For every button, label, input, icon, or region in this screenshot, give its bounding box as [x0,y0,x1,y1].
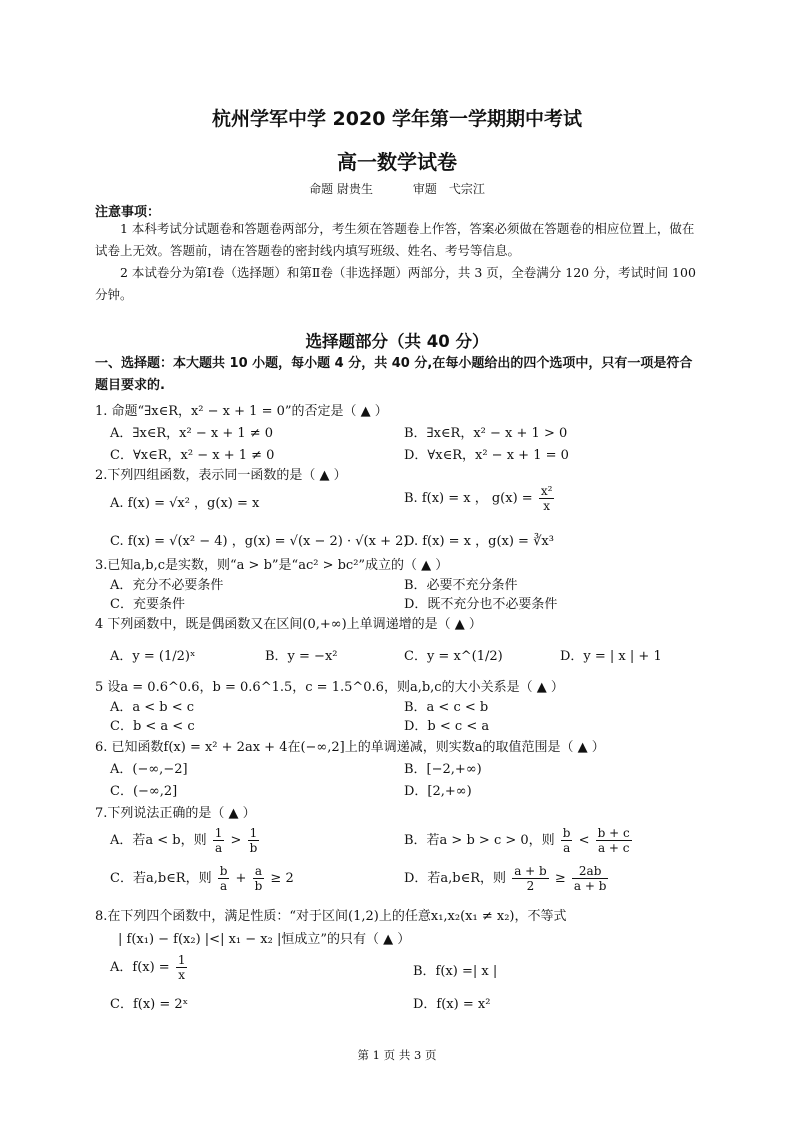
denominator: b [249,841,258,855]
q1-stem: 1. 命题“∃x∈R，x² − x + 1 = 0”的否定是（ ▲ ） [95,404,388,419]
q7-b-frac2 [596,826,632,855]
notice-heading: 注意事项： [95,205,161,220]
q2-option-a: A. f(x) = √x² ，g(x) = x [110,496,260,511]
q6-option-c: C．(−∞,2] [110,784,178,799]
q3-option-d: D．既不充分也不必要条件 [404,597,558,612]
q1-option-b: B．∃x∈R，x² − x + 1 > 0 [404,426,568,441]
q2-option-c: C. f(x) = √(x² − 4) ，g(x) = √(x − 2) · √(x + 2) [110,534,409,549]
q5-stem: 5 设a = 0.6^0.6，b = 0.6^1.5，c = 1.5^0.6，则a,b,c的大小关系是（ ▲ ） [95,680,564,695]
q7-c-prefix: C．若a,b∈R，则 [110,871,212,886]
numerator: 1 [214,826,223,840]
author: 命题 尉贵生 [309,182,373,196]
section-instruction: 一、选择题：本大题共 10 小题，每小题 4 分，共 40 分,在每小题给出的四个选项中，只有一项是符合题目要求的. [95,356,693,393]
q7-b-frac1 [561,826,573,855]
denominator: x [178,968,186,982]
q7-c-frac2 [253,864,265,893]
q7-d-relation: ≥ [554,871,566,886]
numerator: b [219,864,228,878]
notice-item-1: 1 本科考试分试题卷和答题卷两部分，考生须在答题卷上作答，答案必须做在答题卷的相应位置上，做在试卷上无效。答题前，请在答题卷的密封线内填写班级、姓名、考号等信息。 [95,221,695,258]
q8-a-fraction [176,953,188,982]
q7-stem: 7.下列说法正确的是（ ▲ ） [95,806,256,821]
q2-option-b-prefix: B. f(x) = x ， g(x) = [404,491,533,506]
q7-a-prefix: A．若a < b，则 [110,833,207,848]
q2-option-d: D. f(x) = x ，g(x) = ∛x³ [404,534,554,549]
q7-c-frac1 [218,864,230,893]
q8-a-prefix: A．f(x) = [110,960,170,975]
q7-option-a [110,826,261,855]
section-title: 选择题部分（共 40 分） [305,332,489,351]
numerator: a [253,864,265,879]
numerator: 1 [177,953,186,967]
q5-option-c: C．b < a < c [110,719,195,734]
denominator: a + c [597,841,630,855]
q6-option-b: B．[−2,+∞) [404,762,482,777]
q4-option-b: B．y = −x² [265,649,338,664]
exam-subtitle: 高一数学试卷 [337,150,457,174]
q1-option-a: A．∃x∈R，x² − x + 1 ≠ 0 [110,426,274,441]
denominator: x [543,499,550,513]
q5-option-a: A．a < b < c [110,700,195,715]
numerator: a + b [514,864,547,878]
q2-option-b [404,484,556,513]
reviewer: 审题 弋宗江 [412,182,485,196]
denominator: a + b [573,879,607,893]
notice-item-2: 2 本试卷分为第Ⅰ卷（选择题）和第Ⅱ卷（非选择题）两部分，共 3 页，全卷满分 120 分，考试时间 100 分钟。 [95,265,696,302]
numerator: b [562,826,571,840]
q6-option-a: A．(−∞,−2] [110,762,188,777]
q7-c-suffix: ≥ 2 [270,871,294,886]
q7-d-prefix: D．若a,b∈R，则 [404,871,507,886]
q7-a-frac1 [213,826,225,855]
numerator: 1 [248,826,260,841]
q3-option-b: B．必要不充分条件 [404,578,518,593]
q7-option-c [110,864,294,893]
q7-a-frac2 [248,826,260,855]
page-number: 第 1 页 共 3 页 [357,1048,437,1062]
q3-option-c: C．充要条件 [110,597,185,612]
q8-stem: 8.在下列四个函数中，满足性质：“对于区间(1,2)上的任意x₁,x₂(x₁ ≠ x₂)，不等式 [95,909,567,924]
q5-option-b: B．a < c < b [404,700,489,715]
q8-option-c: C．f(x) = 2ˣ [110,997,189,1012]
q7-a-relation: > [230,833,242,848]
q6-option-d: D．[2,+∞) [404,784,472,799]
q8-option-b: B．f(x) =| x | [413,964,498,979]
q7-c-operator: + [235,871,247,886]
q2-stem: 2.下列四组函数，表示同一函数的是（ ▲ ） [95,468,347,483]
denominator: a [219,879,228,893]
numerator: b + c [597,826,630,840]
q8-stem-continued: | f(x₁) − f(x₂) |<| x₁ − x₂ |恒成立”的只有（ ▲ ） [118,932,411,947]
exam-title: 杭州学军中学 2020 学年第一学期期中考试 [211,108,583,130]
denominator: 2 [526,879,535,893]
denominator: a [563,841,571,855]
q1-option-d: D．∀x∈R，x² − x + 1 = 0 [404,448,569,463]
q3-stem: 3.已知a,b,c是实数，则“a > b”是“ac² > bc²”成立的（ ▲ ） [95,558,449,573]
numerator: 2ab [572,864,609,879]
denominator: b [254,879,263,893]
q4-stem: 4 下列函数中，既是偶函数又在区间(0,+∞)上单调递增的是（ ▲ ） [95,617,482,632]
q7-b-relation: < [578,833,590,848]
q3-option-a: A．充分不必要条件 [110,578,224,593]
q5-option-d: D．b < c < a [404,719,490,734]
q7-option-d [404,864,610,893]
q4-option-c: C．y = x^(1/2) [404,649,503,664]
authors-line [0,180,794,197]
q1-option-c: C．∀x∈R，x² − x + 1 ≠ 0 [110,448,275,463]
q4-option-d: D．y = | x | + 1 [560,649,662,664]
denominator: a [215,841,223,855]
q8-option-d: D．f(x) = x² [413,997,491,1012]
q7-d-frac1 [512,864,549,893]
q8-option-a [110,953,189,982]
q4-option-a: A．y = (1/2)ˣ [110,649,196,664]
q7-option-b [404,826,634,855]
q6-stem: 6. 已知函数f(x) = x² + 2ax + 4在(−∞,2]上的单调递减，则实数a的取值范围是（ ▲ ） [95,740,605,755]
q2-option-b-fraction [539,484,555,513]
q7-b-prefix: B．若a > b > c > 0，则 [404,833,555,848]
q7-d-frac2 [572,864,609,893]
numerator: x² [540,484,553,498]
